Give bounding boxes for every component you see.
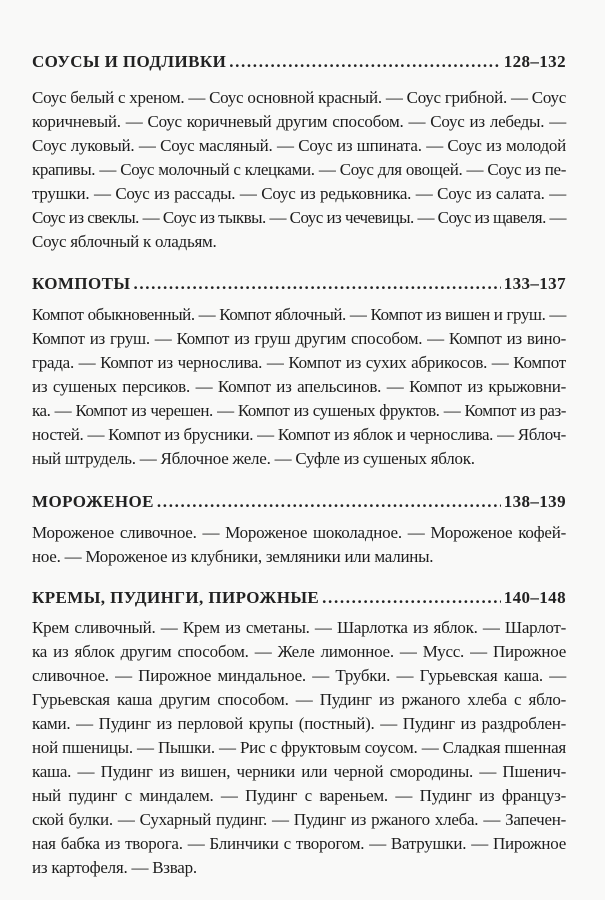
text-line: града. — Компот из чернослива. — Компот из сухих абрикосов. — Компот (32, 353, 566, 372)
text-line: Гурьевская каша другим способом. — Пудинг из ржаного хлеба с ябло- (32, 690, 566, 709)
text-line: каша. — Пудинг из вишен, черники или черной смородины. — Пшенич- (32, 762, 566, 781)
text-line: ностей. — Компот из брусники. — Компот из яблок и чернослива. — Яблоч- (32, 425, 566, 444)
text-line: коричневый. — Соус коричневый другим способом. — Соус из лебеды. — (32, 112, 566, 131)
section-body (32, 616, 566, 880)
page-range: 138–139 (503, 492, 566, 511)
section-title: КОМПОТЫ (32, 274, 131, 293)
text-line: Соус луковый. — Соус масляный. — Соус из шпината. — Соус из молодой (32, 136, 566, 155)
text-line: Мороженое сливочное. — Мороженое шоколадное. — Мороженое кофей- (32, 523, 566, 542)
page-range: 128–132 (503, 52, 566, 71)
dot-leader (322, 586, 501, 610)
section-heading (32, 50, 566, 74)
dot-leader (229, 50, 500, 74)
text-line: из сушеных персиков. — Компот из апельсинов. — Компот из крыжовни- (32, 377, 566, 396)
text-line: ками. — Пудинг из перловой крупы (постный). — Пудинг из раздроблен- (32, 714, 566, 733)
text-line: ная бабка из творога. — Блинчики с творогом. — Ватрушки. — Пирожное (32, 834, 566, 853)
section-sauces (32, 50, 566, 251)
text-line: из картофеля. — Взвар. (32, 858, 197, 877)
text-line: ка из яблок другим способом. — Желе лимонное. — Мусс. — Пирожное (32, 642, 566, 661)
text-line: ное. — Мороженое из клубники, земляники или малины. (32, 547, 434, 566)
section-title: КРЕМЫ, ПУДИНГИ, ПИРОЖНЫЕ (32, 588, 320, 607)
text-line: Крем сливочный. — Крем из сметаны. — Шарлотка из яблок. — Шарлот- (32, 618, 566, 637)
text-line: ный штрудель. — Яблочное желе. — Суфле из сушеных яблок. (32, 449, 475, 468)
section-title: МОРОЖЕНОЕ (32, 492, 154, 511)
text-line: Компот из груш. — Компот из груш другим способом. — Компот из вино- (32, 329, 566, 348)
section-body (32, 521, 566, 569)
page-range: 133–137 (503, 274, 566, 293)
text-line: ской булки. — Сухарный пудинг. — Пудинг из ржаного хлеба. — Запечен- (32, 810, 566, 829)
section-compotes (32, 272, 566, 468)
text-line: Соус из свеклы. — Соус из тыквы. — Соус из чечевицы. — Соус из щавеля. — (32, 208, 566, 227)
text-line: ной пшеницы. — Пышки. — Рис с фруктовым соусом. — Сладкая пшенная (32, 738, 566, 757)
text-line: крапивы. — Соус молочный с клецками. — Соус для овощей. — Соус из пе- (32, 160, 566, 179)
dot-leader (133, 272, 500, 296)
text-line: Соус яблочный к оладьям. (32, 232, 217, 251)
section-heading (32, 272, 566, 296)
section-title: СОУСЫ И ПОДЛИВКИ (32, 52, 227, 71)
text-line: ка. — Компот из черешен. — Компот из сушеных фруктов. — Компот из раз- (32, 401, 566, 420)
section-body (32, 86, 566, 254)
section-ice-cream (32, 490, 566, 566)
dot-leader (157, 490, 501, 514)
section-heading (32, 490, 566, 514)
section-creams-puddings (32, 586, 566, 877)
section-heading (32, 586, 566, 610)
text-line: Соус белый с хреном. — Соус основной красный. — Соус грибной. — Соус (32, 88, 566, 107)
text-line: ный пудинг с миндалем. — Пудинг с вареньем. — Пудинг из француз- (32, 786, 566, 805)
text-line: сливочное. — Пирожное миндальное. — Трубки. — Гурьевская каша. — (32, 666, 566, 685)
text-line: Компот обыкновенный. — Компот яблочный. — Компот из вишен и груш. — (32, 305, 566, 324)
text-line: трушки. — Соус из рассады. — Соус из редьковника. — Соус из салата. — (32, 184, 566, 203)
page-range: 140–148 (503, 588, 566, 607)
section-body (32, 303, 566, 471)
